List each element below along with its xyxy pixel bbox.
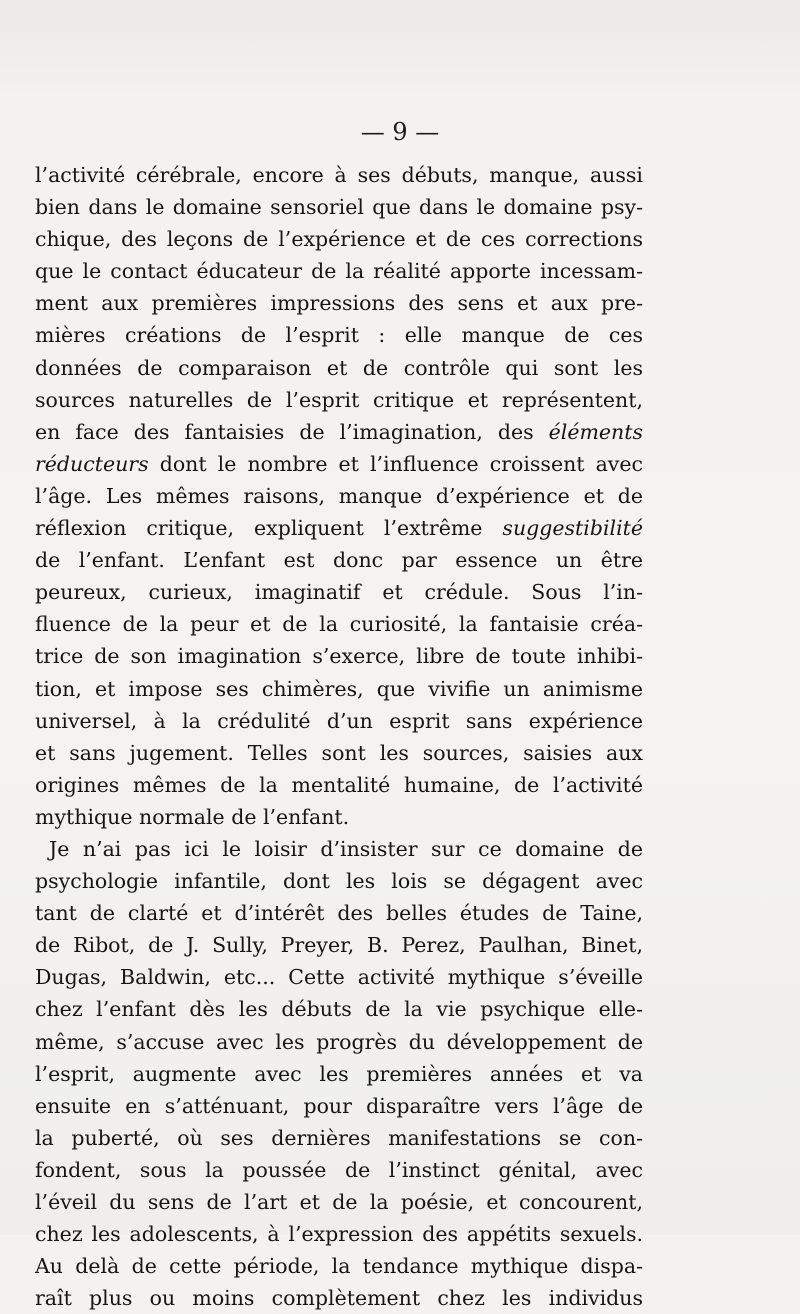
text-run: Dugas, Baldwin, etc... Cette activité mythique s’éveille <box>35 965 643 990</box>
text-run: réflexion critique, expliquent l’extrême <box>35 516 503 541</box>
text-run: la puberté, où ses dernières manifestations se con- <box>35 1125 643 1150</box>
text-run: de l’enfant. L’enfant est donc par essence un être <box>35 548 643 573</box>
body-text <box>35 159 643 1314</box>
text-line <box>35 608 643 640</box>
text-line <box>35 384 643 416</box>
text-run: et sans jugement. Telles sont les sources, saisies aux <box>35 740 643 765</box>
text-line <box>35 352 643 384</box>
text-line <box>35 1026 643 1058</box>
text-run: même, s’accuse avec les progrès du développement de <box>35 1029 643 1054</box>
text-run: dont le nombre et l’influence croissent avec <box>148 451 643 476</box>
text-run: l’âge. Les mêmes raisons, manque d’expérience et de <box>35 483 643 508</box>
text-run: chez l’enfant dès les débuts de la vie psychique elle- <box>35 997 643 1022</box>
text-line <box>35 673 643 705</box>
text-run: Au delà de cette période, la tendance mythique dispa- <box>35 1254 643 1279</box>
text-line <box>35 1090 643 1122</box>
text-line <box>35 961 643 993</box>
text-run: universel, à la crédulité d’un esprit sans expérience <box>35 708 643 733</box>
text-run: mythique normale de l’enfant. <box>35 804 350 829</box>
text-run: données de comparaison et de contrôle qui sont les <box>35 355 643 380</box>
text-line <box>35 191 643 223</box>
text-line <box>35 1282 643 1314</box>
text-line <box>35 416 643 448</box>
text-line <box>35 833 643 865</box>
text-run: en face des fantaisies de l’imagination, des <box>35 419 549 444</box>
text-line <box>35 1186 643 1218</box>
text-line <box>35 1122 643 1154</box>
text-run: que le contact éducateur de la réalité apporte incessam- <box>35 259 643 284</box>
text-run: sources naturelles de l’esprit critique et représentent, <box>35 387 643 412</box>
text-run: peureux, curieux, imaginatif et crédule. Sous l’in- <box>35 580 643 605</box>
text-run: Je n’ai pas ici le loisir d’insister sur ce domaine de <box>49 836 643 861</box>
italic-text: suggestibilité <box>502 516 643 541</box>
text-run: l’activité cérébrale, encore à ses débuts, manque, aussi <box>35 163 643 187</box>
text-line <box>35 1154 643 1186</box>
text-run: raît plus ou moins complètement chez les individus <box>35 1286 643 1311</box>
text-line <box>35 801 643 833</box>
text-run: fondent, sous la poussée de l’instinct génital, avec <box>35 1157 643 1182</box>
text-line <box>35 512 643 544</box>
text-line <box>35 223 643 255</box>
text-line <box>35 480 643 512</box>
text-line <box>35 929 643 961</box>
text-line <box>35 993 643 1025</box>
text-line <box>35 897 643 929</box>
text-run: bien dans le domaine sensoriel que dans le domaine psy- <box>35 195 643 220</box>
text-line <box>35 544 643 576</box>
text-line <box>35 319 643 351</box>
text-run: trice de son imagination s’exerce, libre de toute inhibi- <box>35 644 643 669</box>
text-line <box>35 640 643 672</box>
text-run: tion, et impose ses chimères, que vivifie un animisme <box>35 676 643 701</box>
text-line <box>35 705 643 737</box>
page-number: — 9 — <box>360 118 440 146</box>
text-run: ensuite en s’atténuant, pour disparaître vers l’âge de <box>35 1093 643 1118</box>
italic-text: éléments <box>548 419 643 444</box>
text-run: chique, des leçons de l’expérience et de ces corrections <box>35 227 643 252</box>
text-run: mières créations de l’esprit : elle manque de ces <box>35 323 643 348</box>
text-line <box>35 1058 643 1090</box>
text-run: l’éveil du sens de l’art et de la poésie, et concourent, <box>35 1190 643 1214</box>
text-run: l’esprit, augmente avec les premières années et va <box>35 1061 643 1086</box>
text-line <box>35 576 643 608</box>
text-line <box>35 159 643 191</box>
text-line <box>35 287 643 319</box>
text-run: fluence de la peur et de la curiosité, la fantaisie créa- <box>35 612 643 637</box>
text-run: de Ribot, de J. Sully, Preyer, B. Perez, Paulhan, Binet, <box>35 933 643 958</box>
text-line <box>35 1250 643 1282</box>
text-line <box>35 1218 643 1250</box>
text-line <box>35 865 643 897</box>
italic-text: réducteurs <box>35 451 149 476</box>
text-line <box>35 769 643 801</box>
text-run: chez les adolescents, à l’expression des appétits sexuels. <box>35 1222 643 1247</box>
text-run: origines mêmes de la mentalité humaine, de l’activité <box>35 772 643 797</box>
text-run: psychologie infantile, dont les lois se dégagent avec <box>35 869 643 894</box>
text-line <box>35 448 643 480</box>
text-run: tant de clarté et d’intérêt des belles études de Taine, <box>35 901 643 926</box>
text-line <box>35 255 643 287</box>
text-line <box>35 737 643 769</box>
text-run: ment aux premières impressions des sens et aux pre- <box>35 291 643 316</box>
